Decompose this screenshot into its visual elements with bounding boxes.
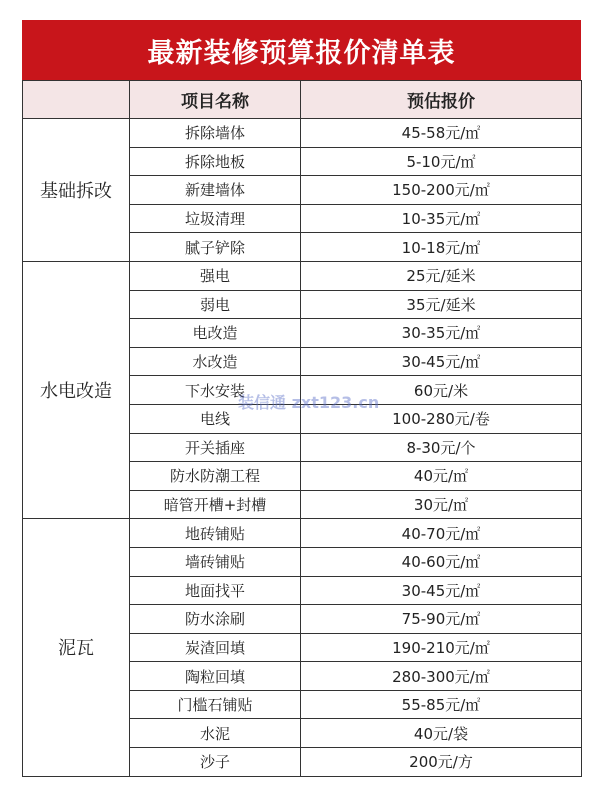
item-name-cell: 墙砖铺贴 [130,547,301,576]
category-cell: 水电改造 [23,261,130,518]
item-name-cell: 下水安装 [130,376,301,405]
item-name-cell: 电改造 [130,319,301,348]
table-row [23,519,582,548]
item-name-cell: 拆除地板 [130,147,301,176]
item-name-cell: 电线 [130,404,301,433]
price-cell: 8-30元/个 [301,433,582,462]
price-cell: 30元/㎡ [301,490,582,519]
price-cell: 40元/㎡ [301,462,582,491]
price-cell: 10-35元/㎡ [301,204,582,233]
price-cell: 40-70元/㎡ [301,519,582,548]
item-name-cell: 地面找平 [130,576,301,605]
item-name-cell: 弱电 [130,290,301,319]
item-name-cell: 拆除墙体 [130,119,301,148]
sheet-title: 最新装修预算报价清单表 [22,20,581,80]
header-category [23,81,130,119]
price-cell: 100-280元/卷 [301,404,582,433]
category-cell: 泥瓦 [23,519,130,776]
price-cell: 190-210元/㎡ [301,633,582,662]
item-name-cell: 新建墙体 [130,176,301,205]
item-name-cell: 防水防潮工程 [130,462,301,491]
header-item-name: 项目名称 [130,81,301,119]
item-name-cell: 门槛石铺贴 [130,690,301,719]
price-cell: 40-60元/㎡ [301,547,582,576]
category-cell: 基础拆改 [23,119,130,262]
table-row [23,261,582,290]
table-body [23,119,582,777]
header-row [23,81,582,119]
price-cell: 60元/米 [301,376,582,405]
price-cell: 280-300元/㎡ [301,662,582,691]
item-name-cell: 开关插座 [130,433,301,462]
item-name-cell: 水改造 [130,347,301,376]
price-cell: 150-200元/㎡ [301,176,582,205]
price-cell: 30-45元/㎡ [301,576,582,605]
price-cell: 55-85元/㎡ [301,690,582,719]
header-estimated-price: 预估报价 [301,81,582,119]
price-cell: 10-18元/㎡ [301,233,582,262]
watermark: 装信通 zxt123.cn [238,393,380,412]
price-cell: 40元/袋 [301,719,582,748]
item-name-cell: 垃圾清理 [130,204,301,233]
price-cell: 30-45元/㎡ [301,347,582,376]
price-cell: 35元/延米 [301,290,582,319]
price-cell: 200元/方 [301,748,582,777]
table-row [23,119,582,148]
price-cell: 45-58元/㎡ [301,119,582,148]
item-name-cell: 炭渣回填 [130,633,301,662]
item-name-cell: 陶粒回填 [130,662,301,691]
item-name-cell: 强电 [130,261,301,290]
price-cell: 75-90元/㎡ [301,605,582,634]
price-cell: 5-10元/㎡ [301,147,582,176]
item-name-cell: 腻子铲除 [130,233,301,262]
item-name-cell: 水泥 [130,719,301,748]
price-cell: 30-35元/㎡ [301,319,582,348]
item-name-cell: 防水涂刷 [130,605,301,634]
item-name-cell: 沙子 [130,748,301,777]
item-name-cell: 暗管开槽+封槽 [130,490,301,519]
price-cell: 25元/延米 [301,261,582,290]
budget-table [22,80,582,777]
item-name-cell: 地砖铺贴 [130,519,301,548]
